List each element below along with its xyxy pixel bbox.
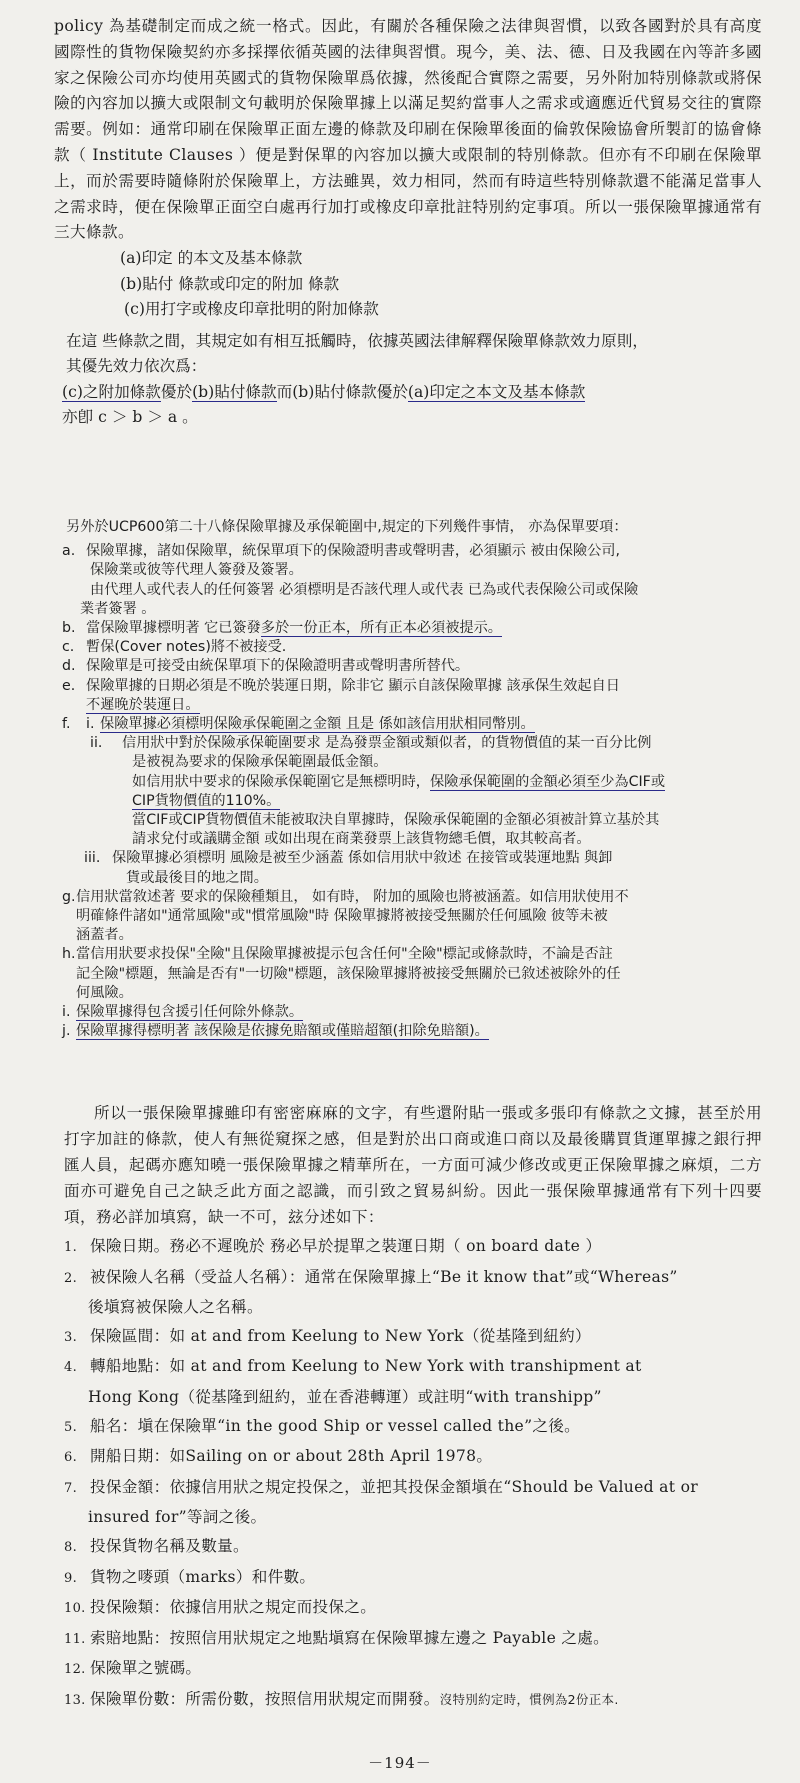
item-text-underlined: CIP貨物價值的110%。 — [132, 792, 281, 809]
item-continuation: 後塡寫被保險人之名稱。 — [88, 1298, 263, 1317]
item-number: 6. — [64, 1450, 78, 1466]
item-text: 保險區間：如 at and from Keelung to New York（從基隆到紐約） — [90, 1326, 591, 1345]
list-item — [64, 1473, 762, 1504]
rule-line-1: 在這 些條款之間，其規定如有相互抵觸時，依據英國法律解釋保險單條款效力原則， — [66, 331, 648, 350]
list-item — [64, 1654, 762, 1685]
item-text: 是被視為要求的保險承保範圍最低金額。 — [132, 754, 388, 771]
item-number: 5. — [64, 1419, 78, 1435]
item-continuation: Hong Kong（從基隆到紐約，並在香港轉運）或註明“with transhipp” — [88, 1387, 602, 1406]
sub-key: iii. — [84, 850, 101, 867]
item-text-underlined: 不遲晚於裝運日。 — [86, 696, 200, 713]
item-key: g. — [62, 888, 76, 905]
item-number: 10. — [64, 1601, 86, 1617]
item-text: 索賠地點：按照信用狀規定之地點塡寫在保險單據左邊之 Payable 之處。 — [90, 1628, 610, 1647]
priority-a: (a)印定之本文及基本條款 — [407, 382, 586, 401]
item-text: 當信用狀要求投保"全險"且保險單據被提示包含任何"全險"標記或條款時，不論是否註 — [76, 946, 613, 963]
item-number: 4. — [64, 1360, 78, 1376]
item-key: a. — [62, 543, 76, 560]
item-text: 由代理人或代表人的任何簽署 必須標明是否該代理人或代表 已為或代表保險公司或保險 — [90, 581, 639, 598]
ucp-item-c — [62, 638, 762, 657]
item-number: 2. — [64, 1270, 78, 1286]
ucp-item-e — [62, 677, 762, 715]
ucp-item-g — [62, 888, 762, 946]
item-text: 保險日期。務必不遲晚於 務必早於提單之裝運日期（ on board date ） — [90, 1237, 602, 1255]
clause-item-c: (c)用打字或橡皮印章批明的附加條款 — [124, 300, 379, 319]
sub-key: ii. — [90, 735, 103, 752]
item-number: 7. — [64, 1480, 78, 1496]
item-note: 沒特別約定時，慣例為2份正本. — [439, 1691, 619, 1707]
priority-b: (b)貼付條款 — [192, 382, 277, 401]
item-text: 投保貨物名稱及數量。 — [90, 1536, 249, 1555]
item-number: 1. — [64, 1240, 78, 1255]
intro-paragraph: policy 為基礎制定而成之統一格式。因此，有關於各種保險之法律與習慣，以致各國對於具有高度國際性的貨物保險契約亦多採擇依循英國的法律與習慣。現今，美、法、德、日及我國在內等許多國家之保險公司亦均使用英國式的貨物保險單爲依據，然後配合實際之需要，另外附加特別條款或將保險的內容加以擴大或限制文句載明於保險單據上以滿足契約當事人之需求或適應近代貿易交往的實際需要。例如：通常印刷在保險單正面左邊的條款及印刷在保險單後面的倫敦保險協會所製訂的協會條款（ Institute Clauses ）便是對保單的內容加以擴大或限制的特別條款。但亦有不印刷在保險單上，而於需要時隨條附於保險單上，方法雖異，效力相同，然而有時這些特別條款還不能滿足當事人之需求時，便在保險單正面空白處再行加打或橡皮印章批註特別約定事項。所以一張保險單據通常有三大條款。 — [54, 17, 762, 242]
item-number: 3. — [64, 1329, 78, 1345]
item-key: f. — [62, 716, 71, 733]
priority-line — [54, 380, 762, 406]
item-text: 記全險"標題，無論是否有"一切險"標題，該保險單據將被接受無關於已敘述被除外的任 — [76, 965, 621, 982]
item-key: c. — [62, 639, 75, 656]
item-text: 轉船地點：如 at and from Keelung to New York with transhipment at — [90, 1357, 642, 1376]
section-policy-clauses — [54, 14, 762, 431]
requirements-list — [64, 1232, 762, 1716]
ucp-item-d — [62, 657, 762, 676]
priority-over-1: 優於 — [160, 382, 193, 401]
item-text: 保險單份數：所需份數，按照信用狀規定而開發。 — [90, 1689, 440, 1708]
item-text: 被保險人名稱（受益人名稱）：通常在保險單據上“Be it know that”或“Whereas” — [90, 1267, 678, 1286]
item-text: 明確條件諸如"通常風險"或"慣常風險"時 保險單據將被接受無關於任何風險 彼等未被 — [76, 908, 608, 925]
rule-line-2: 其優先效力依次爲： — [66, 357, 207, 376]
item-text: 當保險單據標明著 它已簽發 — [86, 620, 261, 637]
priority-rule — [54, 329, 762, 431]
section-fourteen-items — [64, 1100, 762, 1716]
item-text: 投保險類：依據信用狀之規定而投保之。 — [90, 1598, 377, 1617]
item-text-underlined: 保險承保範圍的金額必須至少為CIF或 — [429, 773, 666, 790]
item-number: 11. — [64, 1631, 86, 1647]
priority-c: (c)之附加條款 — [62, 382, 161, 401]
item-key: h. — [62, 946, 76, 963]
item-text: 業者簽署 。 — [80, 600, 156, 617]
item-number: 8. — [64, 1539, 78, 1555]
section-ucp600 — [62, 518, 762, 1041]
item-text: 保險單是可接受由統保單項下的保險證明書或聲明書所替代。 — [86, 658, 470, 675]
clause-list — [54, 246, 762, 323]
ucp-item-a — [62, 542, 762, 619]
item-text: 如信用狀中要求的保險承保範圍它是無標明時， — [132, 773, 430, 790]
sub-key: i. — [86, 716, 95, 733]
item-key: b. — [62, 620, 76, 637]
item-text-underlined: 保險單據得標明著 該保險是依據免賠額或僅賠超額(扣除免賠額)。 — [76, 1023, 489, 1040]
ucp-item-j — [62, 1022, 762, 1041]
list-item — [64, 1412, 762, 1443]
list-item — [64, 1352, 762, 1383]
priority-over-2: 而(b)貼付條款優於 — [276, 382, 408, 401]
clause-item-b: (b)貼付 條款或印定的附加 條款 — [120, 274, 340, 293]
item-text: 暫保(Cover notes)將不被接受. — [86, 639, 287, 656]
ucp-item-b — [62, 619, 762, 638]
item-text: 開船日期：如Sailing on or about 28th April 1978。 — [90, 1447, 493, 1466]
list-item — [64, 1442, 762, 1473]
item-key: e. — [62, 677, 76, 694]
item-text: 保險單之號碼。 — [90, 1659, 202, 1678]
list-item — [64, 1593, 762, 1624]
priority-summary: 亦卽 c ＞ b ＞ a 。 — [62, 408, 198, 427]
items-intro-paragraph: 所以一張保險單據雖印有密密麻麻的文字，有些還附貼一張或多張印有條款之文據，甚至於用打字加註的條款，使人有無從窺探之感，但是對於出口商或進口商以及最後購買貨運單據之銀行押匯人員，起碼亦應知曉一張保險單據之精華所在，一方面可減少修改或更正保險單據之麻煩，二方面亦可避免自己之缺乏此方面之認識，而引致之貿易糾紛。因此一張保險單據通常有下列十四要項，務必詳加填寫，缺一不可，玆分述如下： — [64, 1104, 762, 1226]
list-item — [64, 1232, 762, 1263]
item-text: 請求兌付或議購金額 或如出現在商業發票上該貨物總毛價，取其較高者。 — [132, 831, 591, 848]
list-item — [64, 1532, 762, 1563]
item-key: d. — [62, 658, 76, 675]
item-text: 貨或最後目的地之間。 — [126, 869, 268, 886]
item-number: 12. — [64, 1662, 86, 1678]
item-number: 13. — [64, 1692, 86, 1708]
item-text: 涵蓋者。 — [76, 927, 133, 944]
page-number: －194－ — [368, 1754, 432, 1772]
item-text: 保險單據必須標明 風險是被至少涵蓋 係如信用狀中敘述 在接管或裝運地點 與卸 — [112, 850, 613, 867]
item-text: 保險業或彼等代理人簽發及簽署。 — [90, 562, 303, 579]
ucp-item-h — [62, 945, 762, 1003]
ucp-intro: 另外於UCP600第二十八條保險單據及承保範圍中,規定的下列幾件事情， 亦為保單要項： — [66, 519, 628, 535]
item-key: i. — [62, 1004, 71, 1021]
list-item — [64, 1563, 762, 1594]
list-item — [64, 1624, 762, 1655]
item-text: 船名：塡在保險單“in the good Ship or vessel called the”之後。 — [90, 1416, 581, 1435]
item-text: 貨物之嘜頭（marks）和件數。 — [90, 1567, 316, 1586]
clause-item-a: (a)印定 的本文及基本條款 — [120, 249, 303, 268]
list-item — [64, 1263, 762, 1294]
ucp-item-i — [62, 1003, 762, 1022]
item-text: 保險單據，諸如保險單，統保單項下的保險證明書或聲明書，必須顯示 被由保險公司, — [86, 543, 620, 560]
item-text: 信用狀當敘述著 要求的保險種類且， 如有時， 附加的風險也將被涵蓋。如信用狀使用不 — [76, 888, 629, 905]
item-number: 9. — [64, 1570, 78, 1586]
item-text: 何風險。 — [76, 984, 133, 1001]
list-item — [64, 1685, 762, 1716]
item-key: j. — [62, 1023, 71, 1040]
ucp-item-f — [62, 715, 762, 888]
item-text: 投保金額：依據信用狀之規定投保之，並把其投保金額塡在“Should be Valued at or — [90, 1477, 699, 1496]
item-text-underlined: 多於一份正本，所有正本必須被提示。 — [260, 620, 502, 637]
item-continuation: insured for”等詞之後。 — [88, 1508, 267, 1527]
item-text-underlined: 保險單據得包含援引任何除外條款。 — [76, 1004, 304, 1021]
item-text: 保險單據的日期必須是不晚於裝運日期，除非它 顯示自該保險單據 該承保生效起自日 — [86, 677, 620, 694]
item-text: 信用狀中對於保險承保範圍要求 是為發票金額或類似者，的貨物價值的某一百分比例 — [122, 735, 652, 752]
list-item — [64, 1322, 762, 1353]
item-text: 當CIF或CIP貨物價值未能被取決自單據時，保險承保範圍的金額必須被計算立基於其 — [132, 812, 660, 829]
item-text-underlined: 保險單據必須標明保險承保範圍之金額 且是 係如該信用狀相同幣別。 — [100, 716, 535, 733]
